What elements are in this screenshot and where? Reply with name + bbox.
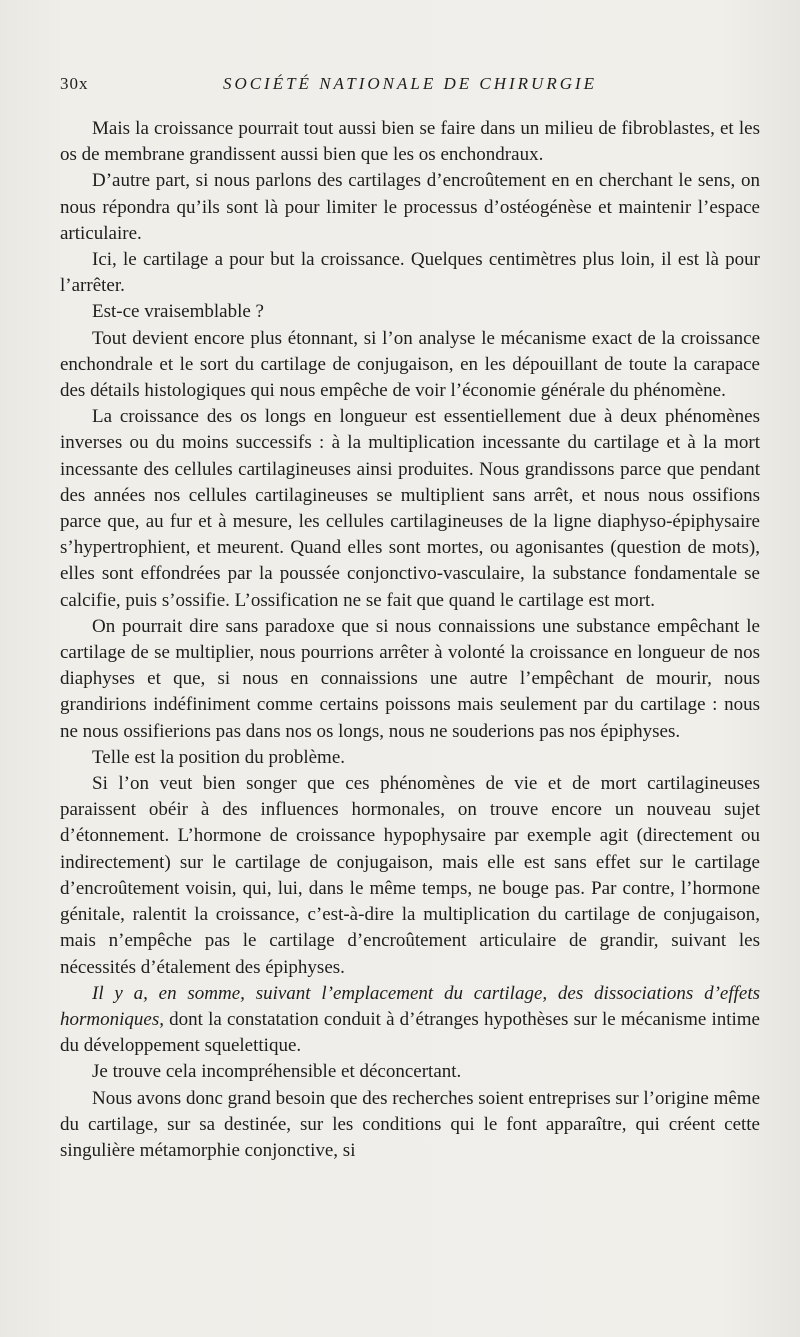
body-text (60, 116, 760, 1164)
running-title: SOCIÉTÉ NATIONALE DE CHIRURGIE (222, 74, 598, 93)
paragraph: Tout devient encore plus étonnant, si l’on analyse le mécanisme exact de la croissance enchondrale et le sort du cartilage de conjugaison, en les dépouillant de toute la carapace des détails histologiques qui nous empêche de voir l’économie générale du phénomène. (60, 327, 760, 402)
page-header (60, 72, 760, 96)
paragraph-italic-lead (60, 981, 760, 1060)
paragraph: D’autre part, si nous parlons des cartilages d’encroûtement en en cherchant le sens, on nous répondra qu’ils sont là pour limiter le processus d’ostéogénèse et maintenir l’espace articulaire. (60, 170, 760, 244)
paragraph: Ici, le cartilage a pour but la croissance. Quelques centimètres plus loin, il est là pour l’arrêter. (60, 249, 760, 297)
paragraph: Je trouve cela incompréhensible et déconcertant. (92, 1061, 462, 1083)
paragraph: Si l’on veut bien songer que ces phénomènes de vie et de mort cartilagineuses paraissent obéir à des influences hormonales, on trouve encore un nouveau sujet d’étonnement. L’hormone de croissance hypophysaire par exemple agit (directement ou indirectement) sur le cartilage de conjugaison, mais elle est sans effet sur le cartilage d’encroûtement voisin, qui, lui, dans le même temps, ne bouge pas. Par contre, l’hormone génitale, ralentit la croissance, c’est-à-dire la multiplication du cartilage de conjugaison, mais n’empêche pas le cartilage d’encroûtement articulaire de grandir, suivant les nécessités d’étalement des épiphyses. (60, 773, 760, 978)
paragraph-rest: dont la constatation conduit à d’étranges hypothèses sur le mécanisme intime du développement squelettique. (60, 1008, 760, 1057)
paragraph: Mais la croissance pourrait tout aussi bien se faire dans un milieu de fibroblastes, et les os de membrane grandissent aussi bien que les os enchondraux. (60, 118, 760, 166)
paragraph: La croissance des os longs en longueur est essentiellement due à deux phénomènes inverses ou du moins successifs : à la multiplication incessante du cartilage et à la mort incessante des cellules cartilagineuses ainsi produites. Nous grandissons parce que pendant des années nos cellules cartilagineuses se multiplient sans arrêt, et nous nous ossifions parce que, au fur et à mesure, les cellules cartilagineuses de la ligne diaphyso-épiphysaire s’hypertrophient, et meurent. Quand elles sont mortes, ou agonisantes (question de mots), elles sont effondrées par la poussée conjonctivo-vasculaire, la substance fondamentale se calcifie, puis s’ossifie. L’ossification ne se fait que quand le cartilage est mort. (60, 406, 760, 611)
page-number: 30х (60, 74, 89, 93)
paragraph: Est-ce vraisemblable ? (92, 301, 264, 323)
paragraph: Telle est la position du problème. (92, 746, 346, 768)
paragraph: Nous avons donc grand besoin que des recherches soient entreprises sur l’origine même du cartilage, sur sa destinée, sur les conditions qui le font apparaître, qui créent cette singulière métamorphie conjonctive, si (60, 1087, 760, 1161)
paragraph: On pourrait dire sans paradoxe que si nous connaissions une substance empêchant le cartilage de se multiplier, nous pourrions arrêter à volonté la croissance en longueur de nos diaphyses et que, si nous en connaissions une autre l’empêchant de mourir, nous grandirions indéfiniment comme certains poissons mais seulement par du cartilage : nous ne nous ossifierions pas dans nos os longs, nous ne souderions pas nos épiphyses. (60, 615, 760, 742)
italic-phrase: Il y a, en somme, suivant l’emplacement du cartilage, des dissociations d’effets hormoniques, (60, 982, 760, 1030)
